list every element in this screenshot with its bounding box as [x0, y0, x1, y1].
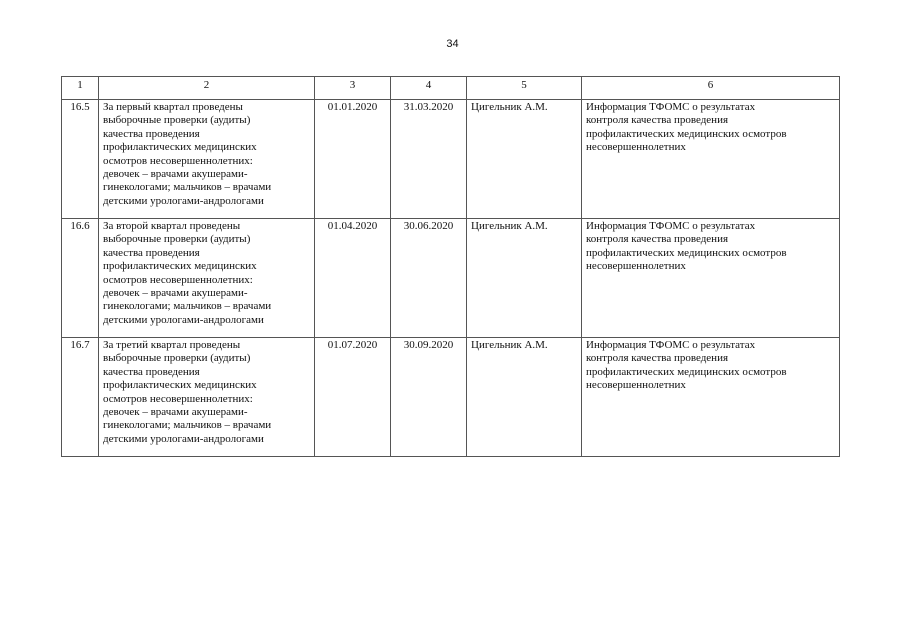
start-date: 01.01.2020 — [315, 100, 391, 219]
item-number: 16.6 — [62, 219, 99, 338]
description-line: детскими урологами-андрологами — [103, 194, 264, 207]
description-line: девочек – врачами акушерами- — [103, 168, 248, 181]
column-header-2: 2 — [99, 77, 315, 100]
responsible-person: Цигельник А.М. — [467, 100, 582, 219]
description-line: гинекологами; мальчиков – врачами — [103, 300, 272, 313]
item-number: 16.5 — [62, 100, 99, 219]
result-line: несовершеннолетних — [586, 141, 686, 154]
description-line: качества проведения — [103, 365, 200, 378]
column-header-6: 6 — [582, 77, 840, 100]
description-line: профилактических медицинских — [103, 141, 257, 154]
description-line: гинекологами; мальчиков – врачами — [103, 419, 272, 432]
table-row — [62, 338, 840, 457]
item-description — [99, 338, 315, 457]
description-line: За третий квартал проведены — [103, 339, 241, 351]
result-line: профилактических медицинских осмотров — [586, 246, 787, 259]
description-line: профилактических медицинских — [103, 379, 257, 392]
result-line: Информация ТФОМС о результатах — [586, 220, 756, 232]
result-line: несовершеннолетних — [586, 260, 686, 273]
description-line: осмотров несовершеннолетних: — [103, 273, 253, 286]
description-line: За первый квартал проведены — [103, 101, 243, 113]
description-line: девочек – врачами акушерами- — [103, 287, 248, 300]
result-line: Информация ТФОМС о результатах — [586, 101, 756, 113]
end-date: 30.06.2020 — [391, 219, 467, 338]
description-line: профилактических медицинских — [103, 260, 257, 273]
expected-result — [582, 219, 840, 338]
column-header-4: 4 — [391, 77, 467, 100]
result-line: контроля качества проведения — [586, 352, 729, 365]
column-header-5: 5 — [467, 77, 582, 100]
end-date: 31.03.2020 — [391, 100, 467, 219]
result-line: профилактических медицинских осмотров — [586, 127, 787, 140]
start-date: 01.04.2020 — [315, 219, 391, 338]
expected-result — [582, 338, 840, 457]
responsible-person: Цигельник А.М. — [467, 219, 582, 338]
result-line: контроля качества проведения — [586, 233, 729, 246]
description-line: За второй квартал проведены — [103, 220, 241, 232]
description-line: выборочные проверки (аудиты) — [103, 352, 251, 365]
result-line: профилактических медицинских осмотров — [586, 365, 787, 378]
item-description — [99, 100, 315, 219]
description-line: детскими урологами-андрологами — [103, 313, 264, 326]
description-line: гинекологами; мальчиков – врачами — [103, 181, 272, 194]
end-date: 30.09.2020 — [391, 338, 467, 457]
description-line: осмотров несовершеннолетних: — [103, 154, 253, 167]
column-header-3: 3 — [315, 77, 391, 100]
result-line: несовершеннолетних — [586, 379, 686, 392]
description-line: качества проведения — [103, 127, 200, 140]
description-line: девочек – врачами акушерами- — [103, 406, 248, 419]
item-description — [99, 219, 315, 338]
column-header-1: 1 — [62, 77, 99, 100]
expected-result — [582, 100, 840, 219]
responsible-person: Цигельник А.М. — [467, 338, 582, 457]
description-line: качества проведения — [103, 246, 200, 259]
table-row — [62, 100, 840, 219]
result-line: контроля качества проведения — [586, 114, 729, 127]
result-line: Информация ТФОМС о результатах — [586, 339, 756, 351]
description-line: выборочные проверки (аудиты) — [103, 114, 251, 127]
table-row — [62, 219, 840, 338]
page-number: 34 — [446, 38, 459, 50]
header-row — [62, 77, 840, 100]
plan-table — [61, 76, 840, 457]
description-line: детскими урологами-андрологами — [103, 432, 264, 445]
description-line: осмотров несовершеннолетних: — [103, 392, 253, 405]
item-number: 16.7 — [62, 338, 99, 457]
start-date: 01.07.2020 — [315, 338, 391, 457]
description-line: выборочные проверки (аудиты) — [103, 233, 251, 246]
